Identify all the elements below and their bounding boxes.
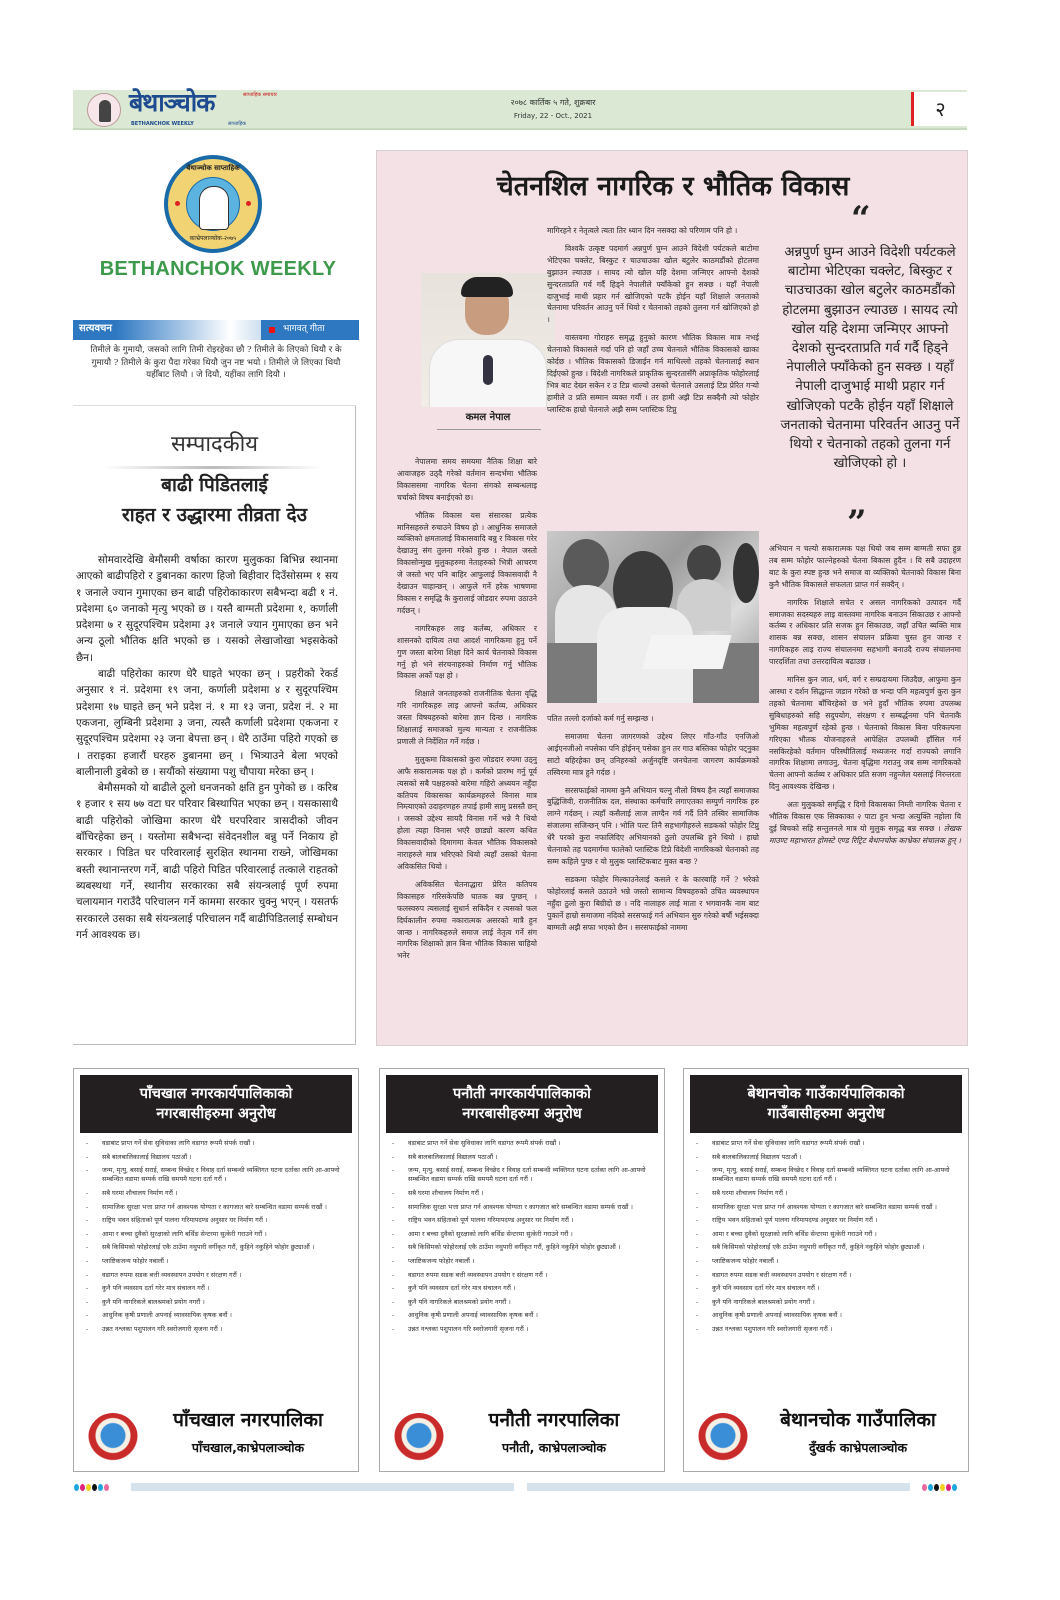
notice-address: दुँखर्क काभ्रेपलाञ्चोक <box>808 1440 908 1455</box>
editorial-paragraph: बाढी पहिरोका कारण धेरै घाइते भएका छन् । प्रहरीको रेकर्ड अनुसार १ नं. प्रदेशमा १९ जना, कर्णाली प्रदेशमा ४ र सुदूरपश्चिम प्रदेशमा १७ घाइते छन् भने प्रदेश नं. १ मा १३ जना, प्रदेश नं. २ मा एकजना, लुम्बिनी प्रदेशमा ३ जना, त्यस्तै कर्णाली प्रदेशमा एकजना र सुदूरपश्चिम प्रदेशमा २३ जना बेपत्ता छन् । धेरै ठाउँमा पहिरो गएको छ । तराइका हजारौं घरहरु डुबानमा छन् । भित्र्याउने बेला भएको बालीनाली डुबेको छ । सयौंको संख्यामा पशु चौपाया मरेका छन् । <box>76 668 338 778</box>
editorial-kicker: सम्पादकीय <box>170 432 259 457</box>
notice-item: - राष्ट्रिय भवन संहिताको पूर्ण पालना गरिमापदण्ड अनुसार घर निर्माण गरौं । <box>386 1216 658 1225</box>
article-paragraph: मुलुकमा विकासको कुरा जोडदार रुपमा उठ्नु आफै सकारात्मक पक्ष हो । कर्मको प्रारम्भ गर्नु पूर्व त्यसको सबै पक्षहरुको बारेमा गहिरो अध्ययन नहुँदा कतिपय विकासका कार्यक्रमहरुले विनास मात्र निम्त्याएको उदाहरणहरु तपाई हामी सामु प्रसस्तै छन् । जसको उद्देश्य सायदै विनास गर्ने भन्ने नै थियो होला त्यहा विनास भएरै छाड्यो कारण कथित विकासवादीको दिमागमा केवल भौतिक विकासको नाराहरुले मात्र भरिएको थियो त्यहाँ उसको चेतना अविकसित थियो । <box>397 754 537 871</box>
notice-item: - प्लाष्टिकजन्य फोहोर नबालौं । <box>690 1257 962 1266</box>
registration-dot-icon <box>952 1484 957 1491</box>
notice-item: - कुनै पनि नागरिकले बालश्रमको प्रयोग नगरौं । <box>386 1298 658 1307</box>
notice-item: - जन्म, मृत्यु, बसाई सराई, सम्बन्ध विच्छेद र विवाह दर्ता सम्बन्धी व्यक्तिगत घटना दर्ताका लागि आ-आफ्नो सम्बन्धित वडामा सम्पर्क राखि समयमै घटना दर्ता गरौं । <box>80 1166 352 1185</box>
article-paragraph: अविकसित चेतनाद्धारा प्रेरित कतिपय विकासहरु गरिसकेपछि घातक बन्न पुग्छन् । फलस्वरुप त्यसलाई सुधार्न सकिदैन र त्यसको फल दिर्घकालीन रुपमा नकारात्मक असरको मात्रै हुन जान्छ । नागरिकहरुले समाज लाई नेतृत्व गर्ने संग नागरिक शिक्षाको ज्ञान बिना भौतिक विकास चाहियो भनेर <box>397 879 537 961</box>
close-quote-icon: ” <box>847 503 867 543</box>
article-paragraph: नागरिक शिक्षाले सचेत र असल नागरिकको उत्पादन गर्दै समाजका सदस्यहरु लाइ वास्तवमा नागरिक बनाउन सिकाउछ र आफ्नो कर्तब्य र अधिकार प्रति सजक हुन सिकाउछ, जहाँ उचित ब्यक्ति मात्र शासक बन्न सक्छ, शासन संचालन प्रक्रिया चुस्त हुन जान्छ र नागरिकहरु लाइ राज्य संचालनमा सहभागी बनाउदै राज्य संचालनमा पारदर्शिता तथा उत्तरदायित्व बढाउछ । <box>769 597 961 667</box>
quote-source: भागवत् गीता <box>283 324 325 334</box>
notice-item: - सबै किसिमको फोहोरलाई एकै ठाउँमा नथुपारी वर्गीकृत गरौं, कुहिने नकुहिने फोहोर छुट्याऔं । <box>386 1243 658 1252</box>
registration-dot-icon <box>80 1484 85 1491</box>
nepal-emblem-icon <box>698 1413 748 1463</box>
logo-emblem-icon <box>87 93 121 127</box>
notice-heading <box>386 1075 658 1133</box>
footer-bar <box>527 1483 910 1491</box>
notice-item: - वडागत रुपमा सडक बत्ती व्यवस्थापन उपयोग र संरक्षण गरौं । <box>690 1271 962 1280</box>
notice-item: - सबै किसिमको फोहोरलाई एकै ठाउँमा नथुपारी वर्गीकृत गरौं, कुहिने नकुहिने फोहोर छुट्याऔं । <box>690 1243 962 1252</box>
notice-item: - सबै बालबालिकालाई विद्यालय पठाऔं । <box>690 1153 962 1162</box>
classroom-photo <box>547 531 759 703</box>
registration-dot-icon <box>74 1484 79 1491</box>
article-column-1 <box>397 456 537 968</box>
logo-english: BETHANCHOK WEEKLY <box>131 121 194 127</box>
registration-dot-icon <box>940 1484 945 1491</box>
notice-item: - वडागत रुपमा सडक बत्ती व्यवस्थापन उपयोग र संरक्षण गरौं । <box>80 1271 352 1280</box>
brand-title: BETHANCHOK WEEKLY <box>99 258 337 280</box>
seal-bottom-text: काभ्रेपलाञ्चोक-२०७५ <box>189 235 237 242</box>
notice-heading-line2: गाउँबासीहरुमा अनुरोध <box>767 1106 885 1122</box>
notice-item: - उन्नत नश्लका पशुपालन गरि स्वरोजगारी सृजना गरौं । <box>80 1325 352 1334</box>
notice-panauti <box>379 1068 665 1472</box>
article-paragraph <box>769 799 961 847</box>
article-paragraph: समाजमा चेतना जागरणको उद्देश्य लिएर गाँउ-गाँउ एनजिओ आईएनजीओ नपसेका पनि होईनन् पसेका हुन तर गाउ बस्तिका फोहोर पट्नुका साटो बहिरहेका छन् उनिहरुको अर्जुनदृष्टि जनचेतना जागरण कार्यक्रमको तस्विरमा मात्र हुने गर्दछ । <box>547 731 759 777</box>
notice-item: - कुनै पनि व्यवसाय दर्ता गरेर मात्र संचालन गरौं । <box>386 1284 658 1293</box>
article-paragraph: वास्तवमा गोराहरु समृद्ध हुनुको कारण भौतिक विकास मात्र नभई चेतनाको विकासले गर्दा पनि हो जहाँ उच्च चेतनाले भौतिक विकासको खाका कोर्दछ । भौतिक विकासको डिजाईन गर्न माथिल्लो तहको चेतनालाई स्थान दिईएको हुन्छ । विदेशी नागरिकले प्राकृतिक सुन्दरतासँगै अप्राकृतिक फोहोरलाई भित्र बाट देख्न सकेन र उ टिप्न थाल्यो उसको चेतनाले उसलाई टिप्न प्रेरित गर्‍यो हामीले उ प्रति सम्मान व्यक्त गर्यौ । तर हामी अझै टिप्न सक्दैनौ त्यो फोहोर प्लास्टिक हाम्रो चेतनाले अझै सम्म प्लास्टिक टिप्नु <box>547 333 759 414</box>
quote-label: सत्यवचन <box>79 323 112 334</box>
page-number: २ <box>911 92 967 126</box>
article-conclusion: अतः मुलुकको समृद्धि र दिगो विकासका निम्ती नागरिक चेतना र भौतिक विकास एक सिक्काका २ पाटा हुन भन्दा अत्युक्ति नहोला यि दुई बिचको सहि सन्तुलनले मात्र यो मुलुक समृद्ध बन्न सक्छ । <box>769 800 961 833</box>
registration-dot-icon <box>946 1484 951 1491</box>
registration-dot-icon <box>92 1484 97 1491</box>
notice-heading-line1: पनौती नगरकार्यपालिकाको <box>453 1086 591 1102</box>
notice-heading <box>80 1075 352 1133</box>
article-paragraph: अभियान न चल्यो सकारात्मक पक्ष थियो जब सम्म बाग्मती सफा हुन्न तब सम्म फोहोर फाल्नेहरुको चेतना बिकास हुदैन । यि सबै उदाहरण बाट के कुरा स्पष्ट हुन्छ भने समाज वा व्यक्तिको चेतनाको विकास बिना कुनै भौतिक विकासले सफलता प्राप्त गर्न सक्दैन् । <box>769 544 961 589</box>
notice-item: - वडाबाट प्राप्त गर्ने सेवा सुविधाका लागि वडागत रूपमै संपर्क राखौं । <box>690 1139 962 1148</box>
article-paragraph: मानिस कुन जात, धर्म, वर्ग र सम्प्रदायमा जिउदैछ, आफुमा कुन आस्था र दर्शन सिद्धान्त जडान गरेको छ भन्दा पनि महत्वपुर्ण कुरा कुन तहको चेतनामा बाँचिरहेको छ भने हुदाँ भौतिक रुपमा उपलब्ध सुबिधाहरुको सहि सदुपयोग, संरक्षण र सम्बर्द्धनमा पनि चेतनाकै भुमिका महत्वपुर्ण रहेको हुन्छ । चेतनाको विकास बिना परिकल्पना गरिएका भौतक योजनाहरुले आपेक्षित उपलब्धी हाँसिल गर्न नसकिरहेको वर्तमान परिस्थीतिलाई मध्यजनर गर्दा राज्यको लगानि नागरिक शिक्षामा लगाउनु, चेतना बृद्धिमा गराउनु जब सम्म नागरिकको चेतना आफ्नो कर्तब्य र अधिकार प्रति सजग नहुन्जेल यसलाई निरन्तरता दिनु आवश्यक देखिन्छ । <box>769 675 961 792</box>
notice-item: - आमा र बच्चा दुवैको सुरक्षाको लागि बर्थिङ सेन्टरमा सुत्केरी गराउने गरौं । <box>80 1230 352 1239</box>
article-column-2-bottom <box>547 713 759 939</box>
notice-address: पनौती, काभ्रेपलाञ्चोक <box>501 1440 607 1455</box>
editorial-section <box>73 405 356 1045</box>
open-quote-icon: “ <box>851 199 871 239</box>
page-header <box>73 90 967 130</box>
notice-item: - कुनै पनि नागरिकले बालश्रमको प्रयोग नगरौं । <box>690 1298 962 1307</box>
notice-item: - उन्नत नश्लका पशुपालन गरि स्वरोजगारी सृजना गरौं । <box>690 1325 962 1334</box>
notice-item: - सबै घरमा शौचालय निर्माण गरौं । <box>690 1189 962 1198</box>
registration-dot-icon <box>104 1484 109 1491</box>
article-title: चेतनशिल नागरिक र भौतिक विकास <box>496 171 850 202</box>
article-paragraph: नेपालमा समय समयमा नैतिक शिक्षा बारे आवाजहरु उठ्दै गरेको वर्तमान सन्दर्भमा भौतिक विकाससमा नागरिक चेतना संगको सम्बन्धलाइ चर्चाको विषय बनाईएको छ। <box>397 457 537 502</box>
article-paragraph: शिक्षाले जनताहरुको राजनीतिक चेतना वृद्धि गरि नागरिकहरु लाइ आफ्नो कर्तव्य, अधिकार जस्ता विषयहरुको बारेमा ज्ञान दिन्छ । नागरिक शिक्षालाई समाजको मुल्य मान्यता र राजनीतिक प्रणाली ले निर्देशित गर्ने गर्दछ । <box>397 689 537 746</box>
notice-item: - सबै घरमा शौचालय निर्माण गरौं । <box>386 1189 658 1198</box>
masthead-logo: बेथाञ्चोक <box>129 88 215 117</box>
seal-dot-icon <box>246 201 251 206</box>
notice-org-name: बेथानचोक गाउँपालिका <box>780 1409 936 1431</box>
notice-item: - वडागत रुपमा सडक बत्ती व्यवस्थापन उपयोग र संरक्षण गरौं । <box>386 1271 658 1280</box>
editorial-title-line2: राहत र उद्धारमा तीव्रता देउ <box>122 504 307 526</box>
notice-item: - जन्म, मृत्यु, बसाई सराई, सम्बन्ध विच्छेद र विवाह दर्ता सम्बन्धी व्यक्तिगत घटना दर्ताका लागि आ-आफ्नो सम्बन्धित वडामा सम्पर्क राखि समयमै घटना दर्ता गरौं । <box>690 1166 962 1185</box>
notice-item: - कुनै पनि व्यवसाय दर्ता गरेर मात्र संचालन गरौं । <box>690 1284 962 1293</box>
notice-item: - प्लाष्टिकजन्य फोहोर नबालौं । <box>386 1257 658 1266</box>
editorial-body <box>76 552 338 943</box>
notice-item: - आधुनिक कृषी प्रणाली अपनाई व्यावसायिक कृषक बनौं । <box>80 1311 352 1320</box>
editorial-paragraph: सोमवारदेखि बेमौसमी वर्षाका कारण मुलुकका बिभिन्न स्थानमा आएको बाढीपहिरो र डुबानका कारण हिजो बिहीवार दिउँसोसम्म १ सय १ जनाले ज्यान गुमाएका छन बाढी पहिरोकाकारण सबैभन्दा बढी १ नं. प्रदेशमा ६० जनाको मृत्यु भएको छ । यस्तै बाग्मती प्रदेशमा १, कर्णाली प्रदेशमा ७ र सुदूरपश्चिम प्रदेशमा ३१ जनाले ज्यान गुमाएका छन भने अन्य ठूलो भौतिक क्षति भएको छ । यसको लेखाजोखा भइसकेको छैन। <box>76 554 338 664</box>
nepal-emblem-icon <box>394 1413 444 1463</box>
notice-item: - कुनै पनि व्यवसाय दर्ता गरेर मात्र संचालन गरौं । <box>80 1284 352 1293</box>
footer-bar <box>131 1483 514 1491</box>
registration-dot-icon <box>98 1484 103 1491</box>
seal-top-text: बेथाञ्चोक साप्ताहिक <box>186 163 240 172</box>
pull-quote: अन्नपुर्ण घुम्न आउने विदेशी पर्यटकले बाटोमा भेटिएका चक्लेट, बिस्कुट र चाउचाउका खोल बटुलेर काठमडौंको होटलमा बुझाउन ल्याउछ । सायद त्यो खोल यहि देशमा जन्मिएर आफ्नो देशको सुन्दरताप्रति गर्व गर्दै हिड्ने नेपालीले फ्याँकेको हुन सक्छ । यहाँ नेपाली दाजुभाई माथी प्रहार गर्न खोजिएको पटकै होईन यहाँ शिक्षाले जनताको चेतनामा परिवर्तन आउनु पर्ने थियो र चेतनाको तहको तुलना गर्न खोजिएको हो । <box>780 245 960 472</box>
notice-list <box>386 1139 658 1339</box>
divider <box>437 429 541 430</box>
seal-figure-icon <box>186 177 240 231</box>
notice-heading-line2: नगरबासीहरुमा अनुरोध <box>156 1106 276 1122</box>
article-paragraph: मागिरहने र नेतृत्वले त्यता तिर ध्यान दिन नसक्दा को परिणाम पनि हो । <box>547 226 738 235</box>
notice-item: - आधुनिक कृषी प्रणाली अपनाई व्यावसायिक कृषक बनौं । <box>690 1311 962 1320</box>
quote-bar <box>73 320 359 340</box>
notice-item: - सबै बालबालिकालाई विद्यालय पठाऔं । <box>386 1153 658 1162</box>
article-paragraph: नागरिकहरु लाइ कर्तब्य, अधिकार र शासनको दायित्व तथा आदर्श नागरिकमा हुनु पर्ने गुण जस्ता बारेमा शिक्षा दिने कार्य चेतनाको विकास गर्नु हो भने संरचनाहरुको निर्माण गर्नु भौतिक विकास अर्को पक्ष हो । <box>397 623 537 681</box>
notice-item: - आमा र बच्चा दुवैको सुरक्षाको लागि बर्थिङ सेन्टरमा सुत्केरी गराउने गरौं । <box>386 1230 658 1239</box>
notice-item: - वडाबाट प्राप्त गर्ने सेवा सुविधाका लागि वडागत रूपमै संपर्क राखौं । <box>386 1139 658 1148</box>
notice-org-name: पनौती नगरपालिका <box>488 1409 620 1431</box>
notice-item: - सामाजिक सुरक्षा भत्ता प्राप्त गर्न आवश्यक योग्यता र कागजात बारे सम्बन्धित वडामा सम्पर्क राखौं । <box>386 1203 658 1212</box>
notice-heading-line2: नगरबासीहरुमा अनुरोध <box>462 1106 582 1122</box>
article-column-3 <box>769 543 961 853</box>
logo-tagline: साप्ताहिक समाचार <box>243 92 277 98</box>
notice-item: - उन्नत नश्लका पशुपालन गरि स्वरोजगारी सृजना गरौं । <box>386 1325 658 1334</box>
logo-weekly: साप्ताहिक <box>228 121 247 127</box>
author-name: कमल नेपाल <box>465 412 511 423</box>
author-note: लेखक माउण्ट महाभारत होमस्टे एण्ड रिट्रिट बेथानचोक काभ्रेका संचालक हुन् । <box>769 823 961 845</box>
registration-dot-icon <box>934 1484 939 1491</box>
notice-address: पाँचखाल,काभ्रेपलाञ्चोक <box>191 1440 305 1455</box>
notice-item: - सबै बालबालिकालाई विद्यालय पठाऔं । <box>80 1153 352 1162</box>
article-paragraph: सरसफाईको नाममा कुनै अभियान चल्नु नौलो विषय हैन त्यहाँ समाजका बुद्धिजिवी, राजनीतिक दल, संस्थाका कर्मचारि लगाएतका सम्पुर्ण नागरिक हरु लाग्ने गर्दछन् । त्यहाँ कसैलाई लाज लाग्दैन गर्व गर्दै तिनै तस्विर सामाजिक संजालमा सजिन्छन् पनि । भोलि पल्ट तिनै सहभागीहरुले सडकको फोहोर टिप्नु धेरै परको कुरा नफालिदिए अभियानको ठुलो उपलब्धि हुने थियो । हाम्रो चेतनाको तह पदमार्गमा फालेको प्लास्टिक टिप्ने विदेशी नागरिकको चेतनाको तह सम्म कहिले पुग्छ र यो मुलुक प्लास्टिकबाट मुक्त बन्छ ? <box>547 785 759 866</box>
article-paragraph: सडकमा फोहोर मिल्काउनेलाई कसले र के कारबाहि गर्ने ? भरेको फोहोरलाई कसले उठाउने भन्ने जस्तो सामान्य विषयहरुको उचित व्यवस्थापन नहुँदा ठुलो कुरा बिग्रीदो छ । नदि नालाहरु लाई माता र भगवानकै नाम बाट पुकार्ने हाम्रो समाजमा नदिको सरसफाई गर्न अभियान सुरु गरेको बर्षौ भईसक्दा बाग्मती अझै सफा भएको छैन । सरसफाईको नाममा <box>547 874 759 932</box>
notice-item: - सबै किसिमको फोहोरलाई एकै ठाउँमा नथुपारी वर्गीकृत गरौं, कुहिने नकुहिने फोहोर छुट्याऔं । <box>80 1243 352 1252</box>
bullet-square-icon <box>269 327 275 333</box>
notice-heading-line1: पाँचखाल नगरकार्यपालिकाको <box>139 1086 293 1102</box>
notice-org-name: पाँचखाल नगरपालिका <box>173 1409 323 1431</box>
divider <box>103 466 323 469</box>
notice-heading <box>690 1075 962 1133</box>
date-english: Friday, 22 - Oct., 2021 <box>513 112 593 120</box>
author-photo <box>421 273 555 407</box>
notice-item: - सामाजिक सुरक्षा भत्ता प्राप्त गर्न आवश्यक योग्यता र कागजात बारे सम्बन्धित वडामा सम्पर्क राखौं । <box>80 1203 352 1212</box>
article-paragraph: भौतिक विकास यस संसारका प्रत्येक मानिसहरुले रुचाउने विषय हो । आधुनिक समाजले व्यक्तिको क्षमतालाई विकासवादि बन्नु र विकास गरेर देखाउनु संग तुलना गरेको हुन्छ । नेपाल जस्तो विकासोन्मुख मुलुकहरुमा नेताहरुको भित्री आचरण जे जस्तो भए पनि बाहिर आफुलाई विकासवादी नै देखाउन चाहान्छन् । आफुले गर्ने हरेक भाषणमा विकास र समृद्धि कै कुरालाई जोडदार रुपमा उठाउने गर्दछन् । <box>397 510 537 615</box>
notice-item: - वडाबाट प्राप्त गर्ने सेवा सुविधाका लागि वडागत रूपमै संपर्क राखौं । <box>80 1139 352 1148</box>
editorial-paragraph: बेमौसमको यो बाढीले ठूलो धनजनको क्षति हुन पुगेको छ । करिब १ हजार १ सय ७७ वटा घर परिवार बिस्थापित भएका छन् । यसकासाथै बाढी पहिरोको जोखिमा कारण धेरै घरपरिवार त्रासदीको जीवन बाँचिरहेका छन् । यस्तोमा सबैभन्दा संवेदनशील बन्नु पर्ने निकाय हो सरकार । पिडित घर परिवारलाई सुरक्षित स्थानमा राख्ने, जोखिमका बस्ती स्थानान्तरण गर्ने, बाढी पहिरो पिडित परिवारलाई तत्काले राहतको ब्यबस्थथा गर्ने, स्थानीय सरकारका सबै संयन्त्रलाई पूर्ण रुपमा चलायमान गराउँदै परिचालन गर्ने काममा सरकार चुक्नु भएन् । यसतर्फ सरकारले उसका सबै संयन्त्रलाई परिचालन गर्दै बाढीपिडितलाई सम्बोधन गर्न आवश्यक छ। <box>76 782 338 941</box>
notice-item: - प्लाष्टिकजन्य फोहोर नबालौं । <box>80 1257 352 1266</box>
article-paragraph: पतित तल्लो दर्जाको कर्म गर्नु सम्झन्छ । <box>547 714 654 723</box>
notice-panchkhal <box>73 1068 359 1472</box>
notice-item: - राष्ट्रिय भवन संहिताको पूर्ण पालना गरिमापदण्ड अनुसार घर निर्माण गरौं । <box>80 1216 352 1225</box>
notice-item: - आधुनिक कृषी प्रणाली अपनाई व्यावसायिक कृषक बनौं । <box>386 1311 658 1320</box>
feature-article <box>376 150 968 1046</box>
notice-item: - आमा र बच्चा दुवैको सुरक्षाको लागि बर्थिङ सेन्टरमा सुत्केरी गराउने गरौं । <box>690 1230 962 1239</box>
notice-bethanchok <box>683 1068 969 1472</box>
editorial-title-line1: बाढी पिडितलाई <box>161 474 268 496</box>
seal-dot-icon <box>175 201 180 206</box>
registration-dot-icon <box>922 1484 927 1491</box>
notice-item: - कुनै पनि नागरिकले बालश्रमको प्रयोग नगरौं । <box>80 1298 352 1307</box>
date-nepali: २०७८ कार्तिक ५ गते, शुक्रबार <box>510 98 596 107</box>
notice-item: - सबै घरमा शौचालय निर्माण गरौं । <box>80 1189 352 1198</box>
notice-item: - जन्म, मृत्यु, बसाई सराई, सम्बन्ध विच्छेद र विवाह दर्ता सम्बन्धी व्यक्तिगत घटना दर्ताका लागि आ-आफ्नो सम्बन्धित वडामा सम्पर्क राखि समयमै घटना दर्ता गरौं । <box>386 1166 658 1185</box>
notice-item: - राष्ट्रिय भवन संहिताको पूर्ण पालना गरिमापदण्ड अनुसार घर निर्माण गरौं । <box>690 1216 962 1225</box>
notice-heading-line1: बेथानचोक गाउँकार्यपालिकाको <box>747 1086 905 1102</box>
registration-dot-icon <box>86 1484 91 1491</box>
notice-list <box>690 1139 962 1339</box>
newspaper-seal-icon <box>164 155 262 253</box>
notice-list <box>80 1139 352 1339</box>
registration-dot-icon <box>928 1484 933 1491</box>
article-column-2-top <box>547 225 759 422</box>
article-paragraph: विश्वकै उत्कृष्ट पदमार्ग अन्नपुर्ण घुम्न आउने विदेशी पर्यटकले बाटोमा भेटिएका चक्लेट, बिस्कुट र चाउचाउका खोल बटुलेर काठमडौंको होटलमा बुझाउन ल्याउछ । सायद त्यो खोल यहि देशमा जन्मिएर आफ्नो देशको सुन्दरताप्रति गर्व गर्दै हिड्ने नेपालीले फ्याँकेको हुन सक्छ । यहाँ नेपाली दाजुभाई माथी प्रहार गर्न खोजिएको पटकै होईन यहाँ शिक्षाले जनताको चेतनामा परिवर्तन आउनु पर्ने थियो र चेतनाको तहको तुलना गर्न खोजिएको हो । <box>547 243 759 325</box>
quote-text: तिमीले के गुमायौ, जसको लागि तिमी रोइरहेका छौ ? तिमीले के लिएको थियौ र के गुमायौ ? तिमीले के कुरा पैदा गरेका थियौ जुन नष्ट भयो । तिमीले जे लिएका थियौ यहीँबाट लियौ । जे दियौ, यहींका लागि दियौ । <box>90 345 342 380</box>
notice-item: - सामाजिक सुरक्षा भत्ता प्राप्त गर्न आवश्यक योग्यता र कागजात बारे सम्बन्धित वडामा सम्पर्क राखौं । <box>690 1203 962 1212</box>
nepal-emblem-icon <box>88 1413 138 1463</box>
